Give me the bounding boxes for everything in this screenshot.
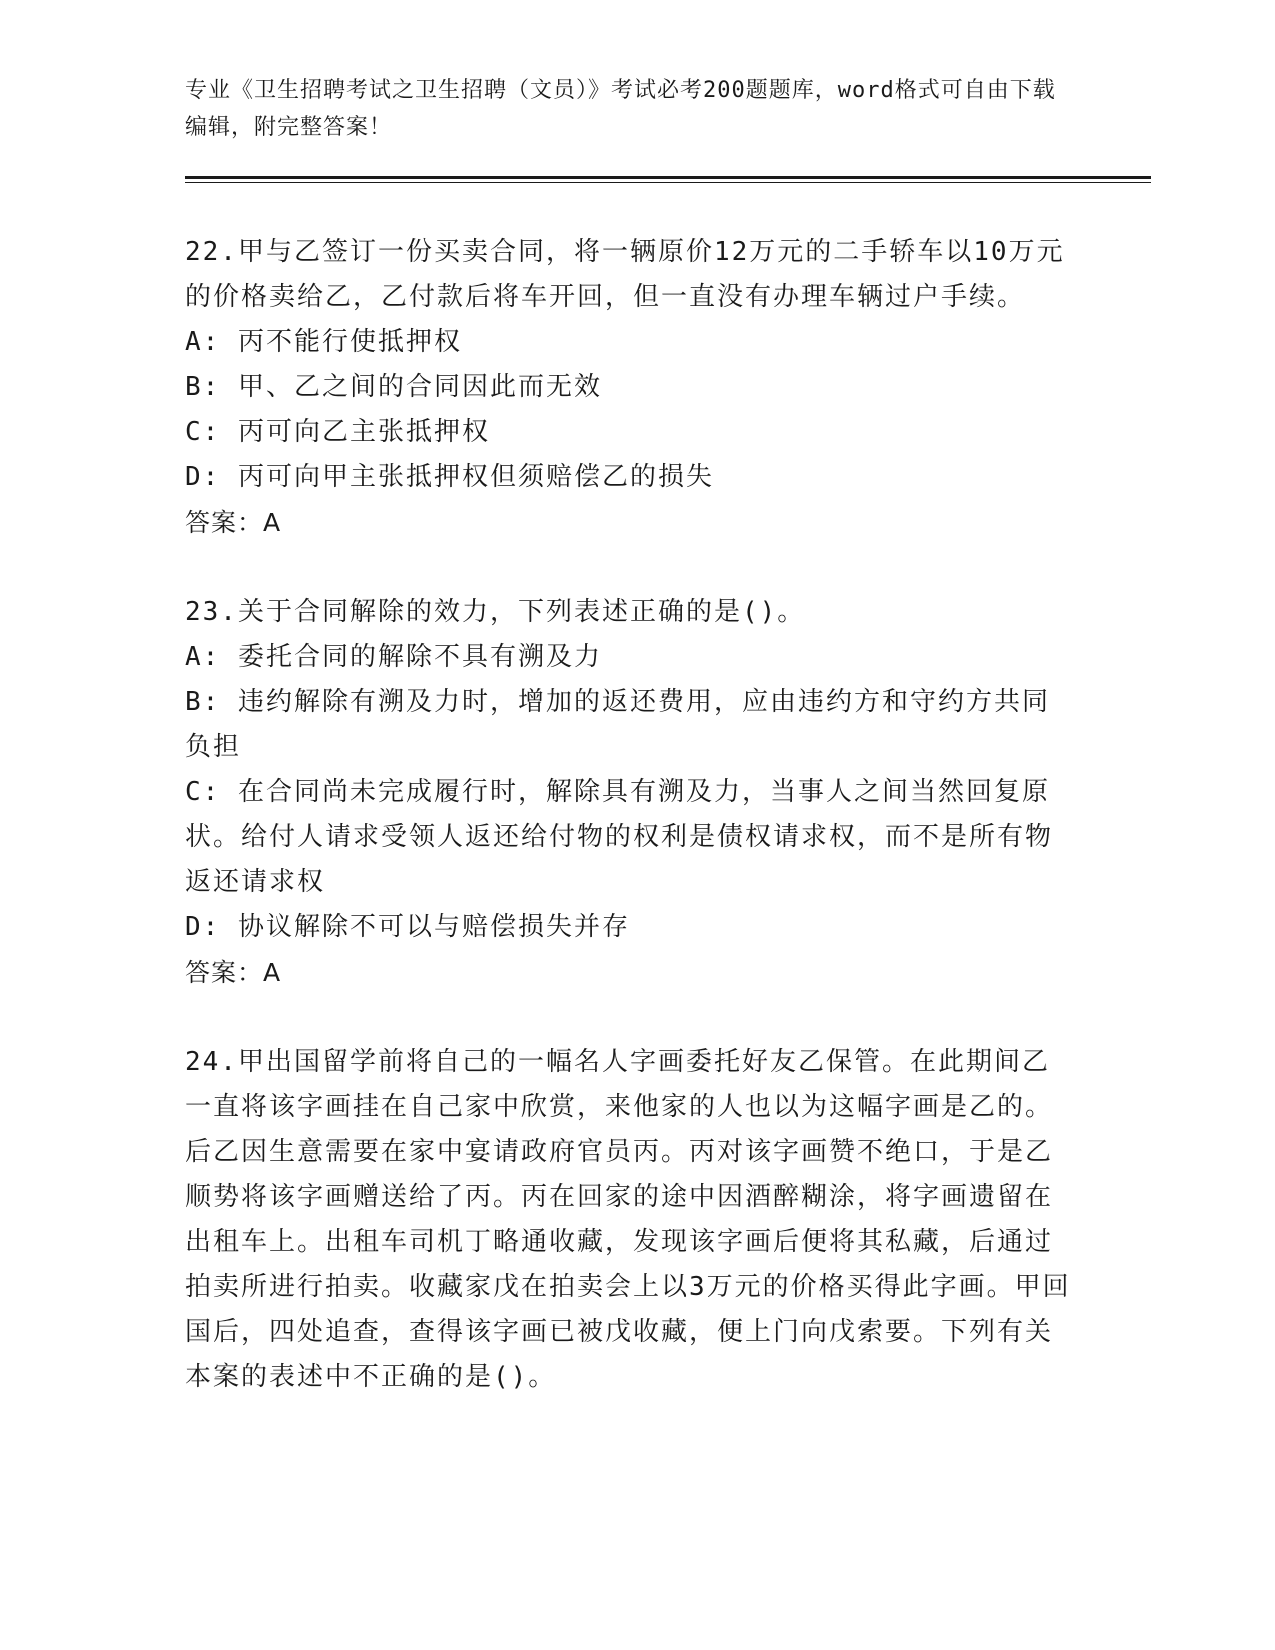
option-d: D: 丙可向甲主张抵押权但须赔偿乙的损失	[185, 462, 714, 492]
answer-label: 答案：A	[185, 958, 282, 987]
question-23	[185, 590, 1075, 995]
answer-label: 答案：A	[185, 508, 282, 537]
option-a: A: 丙不能行使抵押权	[185, 327, 462, 357]
question-stem: 22.甲与乙签订一份买卖合同，将一辆原价12万元的二手轿车以10万元的价格卖给乙，乙付款后将车开回，但一直没有办理车辆过户手续。	[185, 237, 1065, 312]
question-stem: 24.甲出国留学前将自己的一幅名人字画委托好友乙保管。在此期间乙一直将该字画挂在自己家中欣赏，来他家的人也以为这幅字画是乙的。后乙因生意需要在家中宴请政府官员丙。丙对该字画赞不绝口，于是乙顺势将该字画赠送给了丙。丙在回家的途中因酒醉糊涂，将字画遗留在出租车上。出租车司机丁略通收藏，发现该字画后便将其私藏，后通过拍卖所进行拍卖。收藏家戊在拍卖会上以3万元的价格买得此字画。甲回国后，四处追查，查得该字画已被戊收藏，便上门向戊索要。下列有关本案的表述中不正确的是()。	[185, 1047, 1071, 1392]
question-24	[185, 1040, 1075, 1400]
option-c: C: 丙可向乙主张抵押权	[185, 417, 490, 447]
option-d: D: 协议解除不可以与赔偿损失并存	[185, 912, 630, 942]
header-rule-thick	[185, 176, 1151, 179]
document-header: 专业《卫生招聘考试之卫生招聘（文员）》考试必考200题题库，word格式可自由下载编辑，附完整答案！	[185, 78, 1056, 140]
option-c: C: 在合同尚未完成履行时，解除具有溯及力，当事人之间当然回复原状。给付人请求受领人返还给付物的权利是债权请求权，而不是所有物返还请求权	[185, 777, 1054, 897]
option-b: B: 违约解除有溯及力时，增加的返还费用，应由违约方和守约方共同负担	[185, 687, 1050, 762]
header-rule-thin	[185, 182, 1151, 183]
question-list	[185, 230, 1075, 1445]
option-a: A: 委托合同的解除不具有溯及力	[185, 642, 602, 672]
question-stem: 23.关于合同解除的效力，下列表述正确的是()。	[185, 597, 806, 627]
option-b: B: 甲、乙之间的合同因此而无效	[185, 372, 602, 402]
question-22	[185, 230, 1075, 545]
